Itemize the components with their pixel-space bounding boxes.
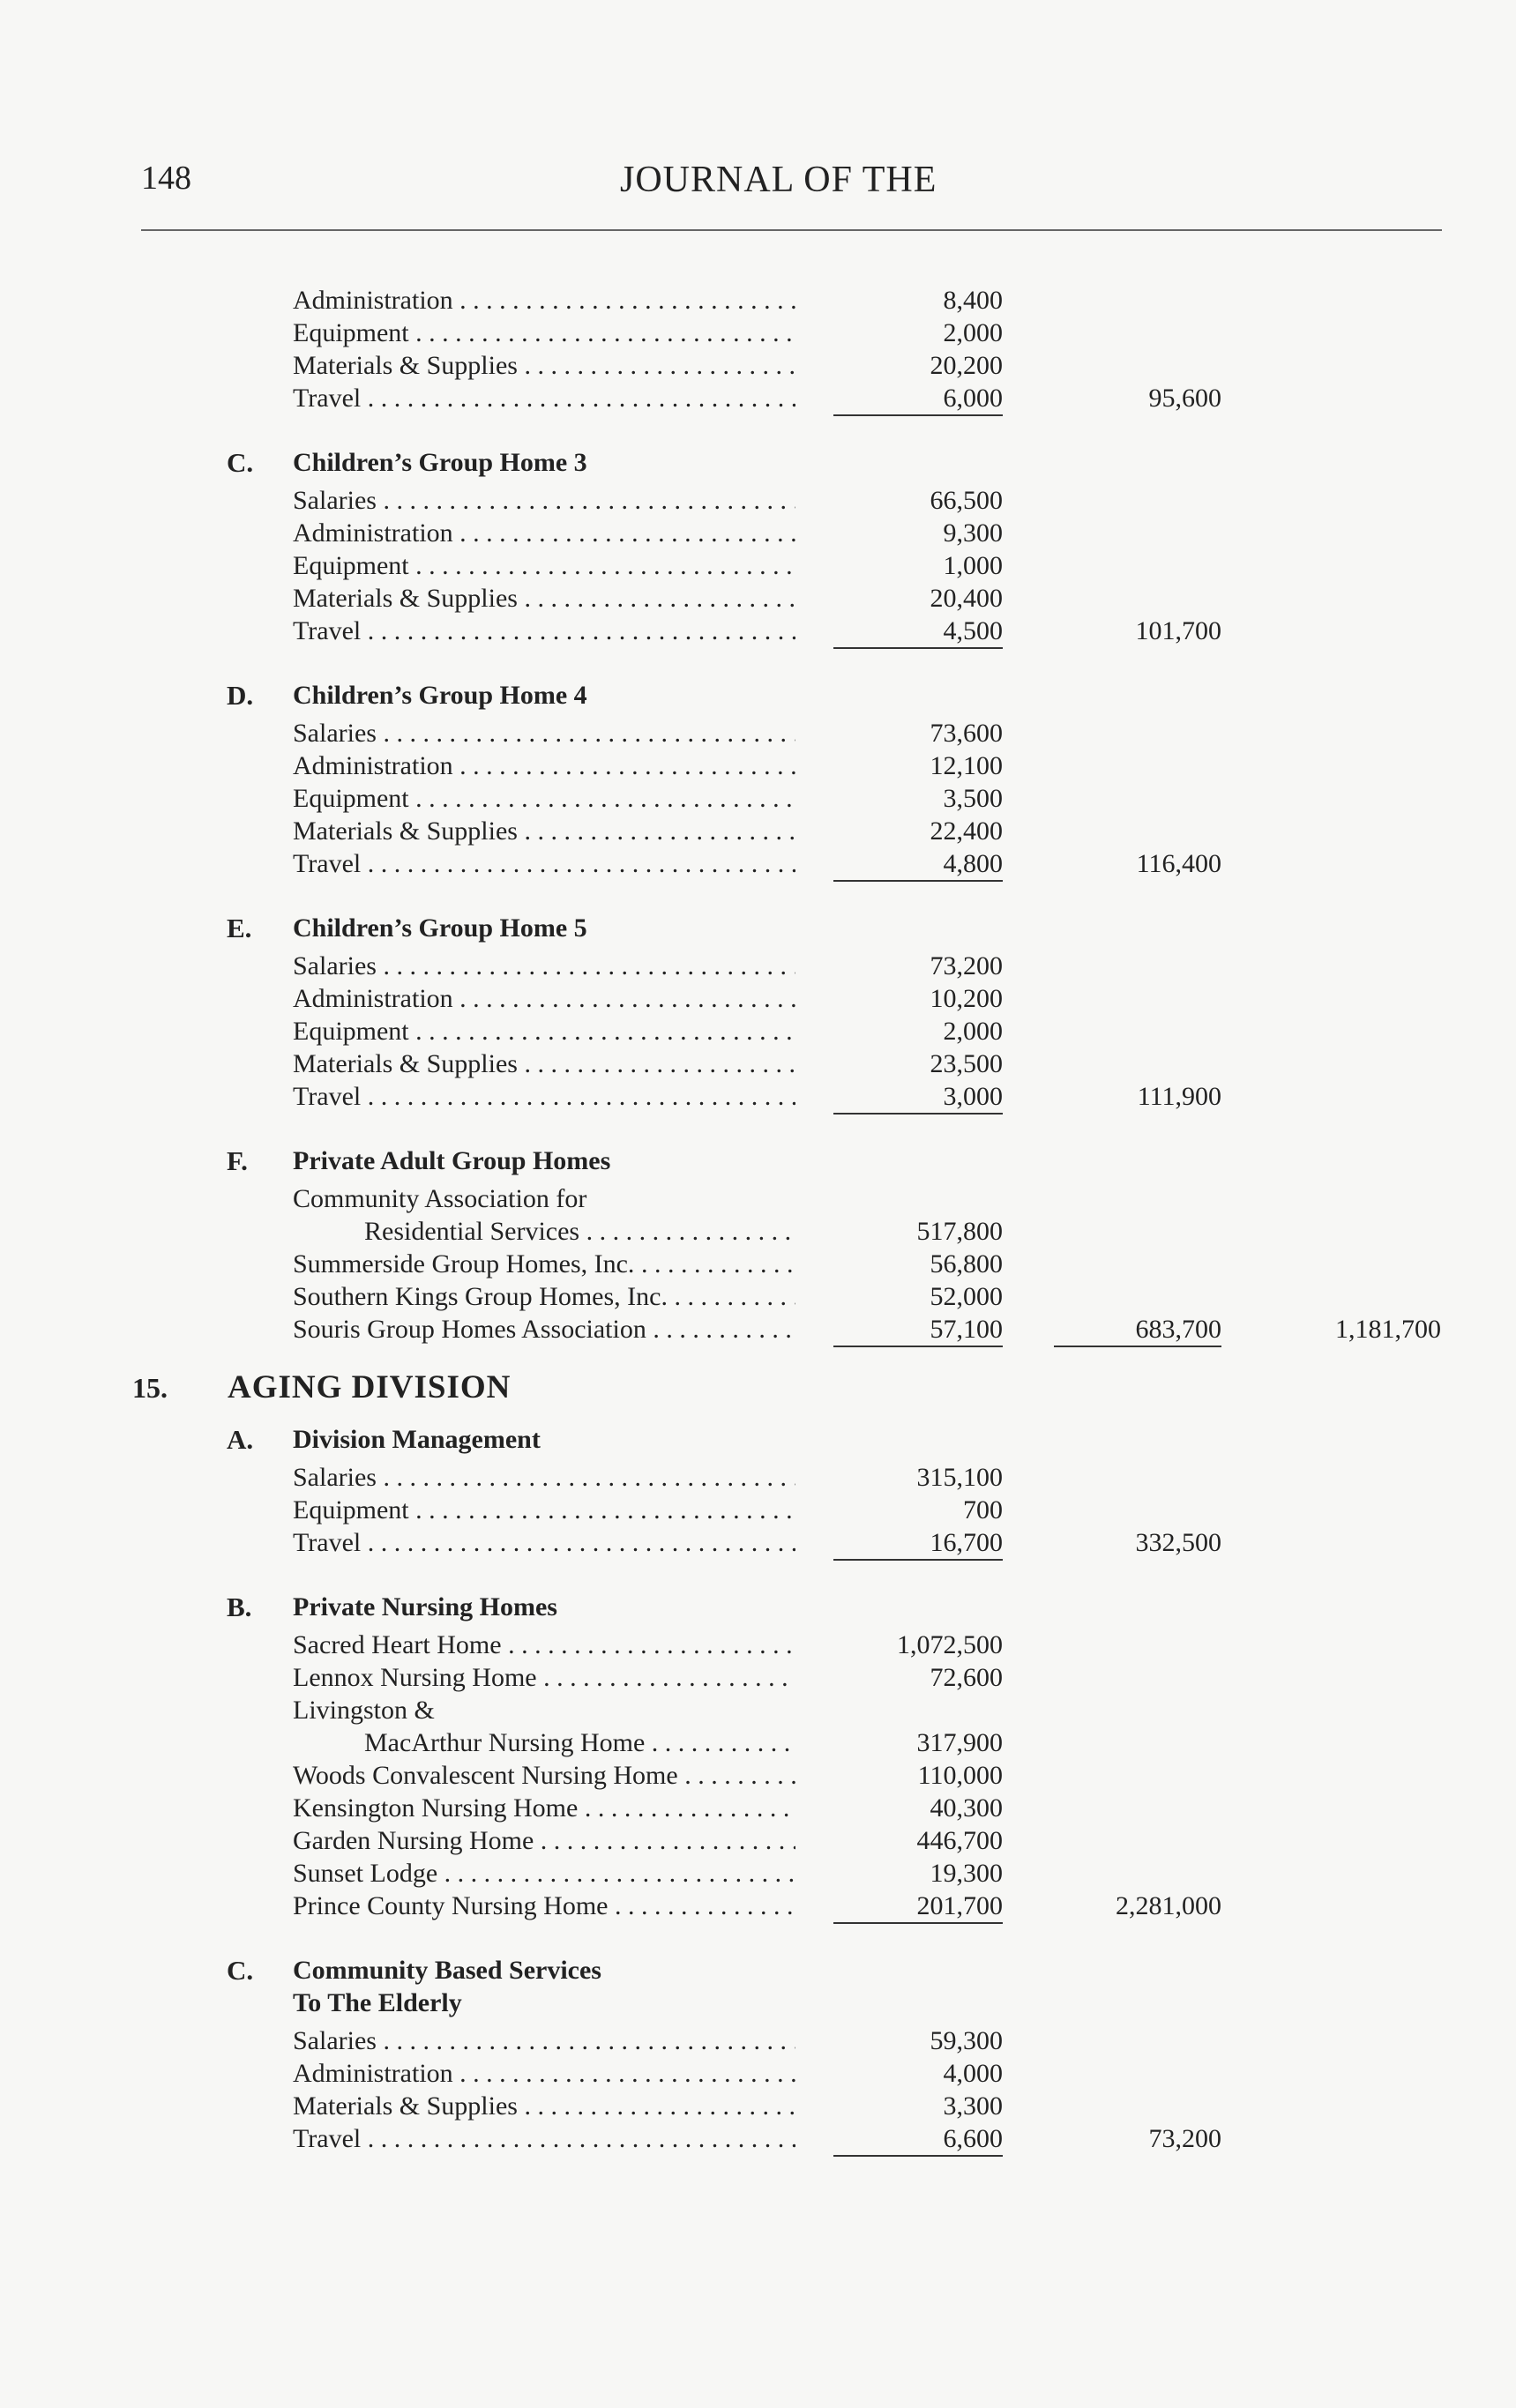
line-item-label: MacArthur Nursing Home . . .: [364, 1727, 795, 1759]
item-amount: 20,200: [930, 351, 1003, 380]
section-title: To The Elderly: [293, 1988, 462, 2017]
item-amount: 6,000: [833, 383, 1003, 416]
line-item-label: Livingston &: [293, 1696, 435, 1725]
item-amount: 2,000: [943, 318, 1003, 347]
section-title: Children’s Group Home 5: [293, 913, 587, 943]
table-row: [0, 485, 1516, 520]
table-row: [0, 1890, 1516, 1926]
section-subtotal: 332,500: [1135, 1528, 1221, 1557]
table-row: [0, 1760, 1516, 1795]
line-item-label: Salaries . . .: [293, 718, 795, 749]
line-item-label: Salaries . . .: [293, 2025, 795, 2057]
table-row: [0, 1048, 1516, 1084]
line-item-label: Souris Group Homes Association . . .: [293, 1314, 795, 1346]
table-row: [0, 983, 1516, 1018]
table-row: [0, 383, 1516, 418]
table-row: [0, 2025, 1516, 2061]
item-amount: 201,700: [833, 1890, 1003, 1924]
table-row: [0, 1793, 1516, 1828]
section-title: Division Management: [293, 1425, 541, 1454]
section-title: Community Based Services: [293, 1956, 601, 1985]
line-item-label: Equipment . . .: [293, 1016, 795, 1047]
table-row: [0, 1081, 1516, 1116]
line-item-label: Administration . . .: [293, 983, 795, 1015]
table-row: [0, 1281, 1516, 1316]
line-item-label: Equipment . . .: [293, 1495, 795, 1526]
section-title: Children’s Group Home 4: [293, 681, 587, 710]
line-item-label: Administration . . .: [293, 285, 795, 317]
table-row: [0, 317, 1516, 353]
division-total: 1,181,700: [1335, 1315, 1441, 1344]
line-item-label: Equipment . . .: [293, 550, 795, 582]
item-amount: 20,400: [930, 584, 1003, 613]
section-heading-row: [0, 1145, 1516, 1181]
table-row: [0, 1695, 1516, 1730]
line-item-label: Residential Services . . .: [364, 1216, 795, 1248]
table-row: [0, 350, 1516, 385]
table-row: [0, 848, 1516, 883]
line-item-label: Community Association for: [293, 1184, 587, 1213]
line-item-label: Garden Nursing Home . . .: [293, 1825, 795, 1857]
line-item-label: Travel . . .: [293, 615, 795, 647]
table-row: [0, 1249, 1516, 1284]
line-item-label: Travel . . .: [293, 848, 795, 880]
item-amount: 52,000: [930, 1282, 1003, 1311]
line-item-label: Salaries . . .: [293, 951, 795, 982]
line-item-label: Administration . . .: [293, 518, 795, 549]
section-heading-row: [0, 1955, 1516, 1990]
table-row: [0, 1016, 1516, 1051]
table-row: [0, 615, 1516, 651]
item-amount: 72,600: [930, 1663, 1003, 1692]
item-amount: 12,100: [930, 751, 1003, 780]
table-row: [0, 1183, 1516, 1219]
item-amount: 3,300: [943, 2091, 1003, 2121]
line-item-label: Travel . . .: [293, 1081, 795, 1113]
table-row: [0, 783, 1516, 818]
section-subtotal: 2,281,000: [1116, 1891, 1221, 1920]
item-amount: 700: [963, 1495, 1003, 1525]
item-amount: 8,400: [943, 286, 1003, 315]
line-item-label: Travel . . .: [293, 1527, 795, 1559]
table-row: [0, 285, 1516, 320]
line-item-label: Materials & Supplies . . .: [293, 816, 795, 847]
item-amount: 4,000: [943, 2059, 1003, 2088]
item-amount: 57,100: [833, 1314, 1003, 1347]
line-item-label: Administration . . .: [293, 750, 795, 782]
section-letter: E.: [227, 913, 252, 943]
item-amount: 110,000: [917, 1761, 1003, 1790]
item-amount: 66,500: [930, 486, 1003, 515]
line-item-label: Summerside Group Homes, Inc. . . .: [293, 1249, 795, 1280]
section-letter: C.: [227, 1955, 254, 1986]
item-amount: 56,800: [930, 1249, 1003, 1279]
section-letter: A.: [227, 1424, 254, 1455]
section-heading-row: [0, 1987, 1516, 2023]
item-amount: 19,300: [930, 1859, 1003, 1888]
item-amount: 3,500: [943, 784, 1003, 813]
line-item-label: Southern Kings Group Homes, Inc. . . .: [293, 1281, 795, 1313]
division-number: 15.: [132, 1372, 168, 1404]
line-item-label: Kensington Nursing Home . . .: [293, 1793, 795, 1824]
table-row: [0, 2123, 1516, 2158]
section-subtotal: 111,900: [1137, 1082, 1221, 1111]
table-row: [0, 951, 1516, 986]
line-item-label: Travel . . .: [293, 2123, 795, 2155]
section-subtotal: 73,200: [1148, 2124, 1221, 2153]
section-heading-row: [0, 680, 1516, 715]
table-row: [0, 1314, 1516, 1349]
line-item-label: Materials & Supplies . . .: [293, 583, 795, 615]
page-number: 148: [141, 160, 191, 197]
table-row: [0, 1727, 1516, 1763]
line-item-label: Salaries . . .: [293, 485, 795, 517]
item-amount: 22,400: [930, 816, 1003, 846]
line-item-label: Materials & Supplies . . .: [293, 1048, 795, 1080]
section-letter: F.: [227, 1145, 248, 1176]
item-amount: 40,300: [930, 1793, 1003, 1823]
section-title: Private Adult Group Homes: [293, 1146, 611, 1175]
section-heading-row: [0, 1592, 1516, 1627]
item-amount: 1,072,500: [897, 1630, 1003, 1659]
item-amount: 517,800: [916, 1217, 1003, 1246]
item-amount: 315,100: [916, 1463, 1003, 1492]
line-item-label: Equipment . . .: [293, 783, 795, 815]
section-subtotal: 683,700: [1054, 1314, 1221, 1347]
table-row: [0, 1629, 1516, 1665]
item-amount: 16,700: [833, 1527, 1003, 1561]
item-amount: 10,200: [930, 984, 1003, 1013]
table-row: [0, 1858, 1516, 1893]
section-subtotal: 95,600: [1148, 384, 1221, 413]
table-row: [0, 750, 1516, 786]
section-letter: C.: [227, 447, 254, 478]
table-row: [0, 1662, 1516, 1697]
item-amount: 317,900: [916, 1728, 1003, 1757]
table-row: [0, 816, 1516, 851]
section-subtotal: 116,400: [1136, 849, 1221, 878]
section-heading-row: [0, 1424, 1516, 1459]
item-amount: 6,600: [833, 2123, 1003, 2157]
item-amount: 446,700: [916, 1826, 1003, 1855]
table-row: [0, 1825, 1516, 1860]
table-row: [0, 718, 1516, 753]
table-row: [0, 1527, 1516, 1562]
table-row: [0, 583, 1516, 618]
table-row: [0, 1495, 1516, 1530]
section-title: Private Nursing Homes: [293, 1592, 557, 1621]
table-row: [0, 1462, 1516, 1497]
item-amount: 59,300: [930, 2026, 1003, 2055]
line-item-label: Materials & Supplies . . .: [293, 350, 795, 382]
section-heading-row: [0, 447, 1516, 482]
line-item-label: Materials & Supplies . . .: [293, 2091, 795, 2122]
line-item-label: Equipment . . .: [293, 317, 795, 349]
section-heading-row: [0, 913, 1516, 948]
section-title: Children’s Group Home 3: [293, 448, 587, 477]
item-amount: 73,600: [930, 719, 1003, 748]
item-amount: 2,000: [943, 1017, 1003, 1046]
journal-title: JOURNAL OF THE: [620, 160, 937, 200]
line-item-label: Prince County Nursing Home . . .: [293, 1890, 795, 1922]
line-item-label: Salaries . . .: [293, 1462, 795, 1494]
table-row: [0, 2091, 1516, 2126]
division-title: AGING DIVISION: [228, 1369, 512, 1405]
section-subtotal: 101,700: [1135, 616, 1221, 645]
item-amount: 4,800: [833, 848, 1003, 882]
item-amount: 73,200: [930, 951, 1003, 980]
table-row: [0, 1216, 1516, 1251]
item-amount: 9,300: [943, 518, 1003, 548]
line-item-label: Sacred Heart Home . . .: [293, 1629, 795, 1661]
section-letter: D.: [227, 680, 254, 711]
line-item-label: Administration . . .: [293, 2058, 795, 2090]
table-row: [0, 2058, 1516, 2093]
section-letter: B.: [227, 1592, 252, 1622]
line-item-label: Travel . . .: [293, 383, 795, 414]
line-item-label: Lennox Nursing Home . . .: [293, 1662, 795, 1694]
table-row: [0, 518, 1516, 553]
item-amount: 23,500: [930, 1049, 1003, 1078]
line-item-label: Sunset Lodge . . .: [293, 1858, 795, 1890]
item-amount: 3,000: [833, 1081, 1003, 1115]
item-amount: 4,500: [833, 615, 1003, 649]
line-item-label: Woods Convalescent Nursing Home . . .: [293, 1760, 795, 1792]
item-amount: 1,000: [943, 551, 1003, 580]
table-row: [0, 550, 1516, 585]
division-heading-row: [0, 1369, 1516, 1407]
